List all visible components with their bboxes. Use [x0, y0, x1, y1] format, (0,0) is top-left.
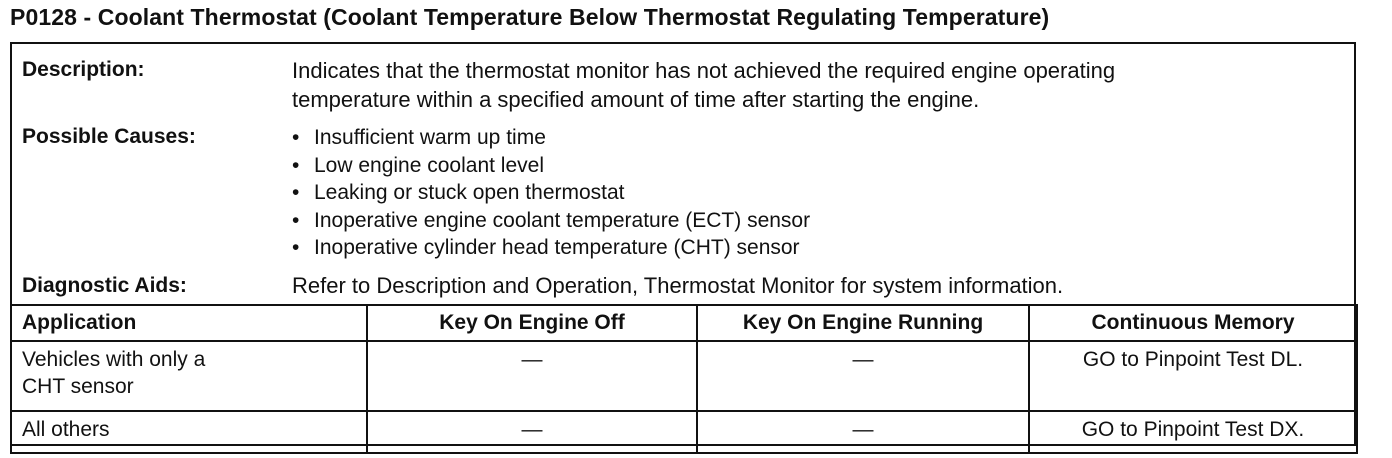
bullet-icon: •	[292, 153, 300, 177]
koeo-cell: —	[367, 341, 697, 411]
test-table	[10, 304, 1358, 454]
table-row	[11, 341, 1357, 411]
cause-text: Inoperative engine coolant temperature (ECT) sensor	[314, 208, 811, 232]
bullet-icon: •	[292, 208, 300, 232]
koer-cell: —	[697, 411, 1029, 453]
dtc-info-section	[12, 44, 1354, 306]
continuous-memory-cell: GO to Pinpoint Test DX.	[1029, 411, 1357, 453]
description-text-line2: temperature within a specified amount of time after starting the engine.	[292, 87, 980, 112]
bullet-icon: •	[292, 236, 300, 259]
application-cell	[11, 341, 367, 411]
page-title: P0128 - Coolant Thermostat (Coolant Temperature Below Thermostat Regulating Temperature)	[10, 4, 1050, 30]
application-line2: CHT sensor	[22, 375, 134, 398]
diagnostic-aids-label: Diagnostic Aids:	[22, 274, 187, 297]
diagnostic-aids-text: Refer to Description and Operation, Thermostat Monitor for system information.	[292, 273, 1064, 298]
possible-causes-label: Possible Causes:	[22, 125, 196, 148]
column-header-koer: Key On Engine Running	[697, 305, 1029, 341]
list-item	[292, 179, 810, 207]
bullet-icon: •	[292, 126, 300, 149]
description-label: Description:	[22, 58, 145, 81]
column-header-continuous-memory: Continuous Memory	[1029, 305, 1357, 341]
application-cell: All others	[11, 411, 367, 453]
list-item	[292, 207, 810, 235]
bullet-icon: •	[292, 181, 300, 204]
cause-text: Leaking or stuck open thermostat	[314, 181, 625, 204]
koer-cell: —	[697, 341, 1029, 411]
column-header-koeo: Key On Engine Off	[367, 305, 697, 341]
list-item	[292, 124, 810, 152]
continuous-memory-cell: GO to Pinpoint Test DL.	[1029, 341, 1357, 411]
table-header-row	[11, 305, 1357, 341]
koeo-cell: —	[367, 411, 697, 453]
list-item	[292, 234, 810, 262]
possible-causes-list	[292, 124, 810, 262]
table-row	[11, 411, 1357, 453]
application-line1: Vehicles with only a	[22, 348, 206, 371]
description-text-line1: Indicates that the thermostat monitor has not achieved the required engine operating	[292, 58, 1116, 83]
cause-text: Low engine coolant level	[314, 153, 544, 177]
dtc-info-box	[10, 42, 1356, 446]
cause-text: Insufficient warm up time	[314, 126, 546, 149]
list-item	[292, 152, 810, 180]
column-header-application: Application	[11, 305, 367, 341]
cause-text: Inoperative cylinder head temperature (CHT) sensor	[314, 236, 800, 259]
